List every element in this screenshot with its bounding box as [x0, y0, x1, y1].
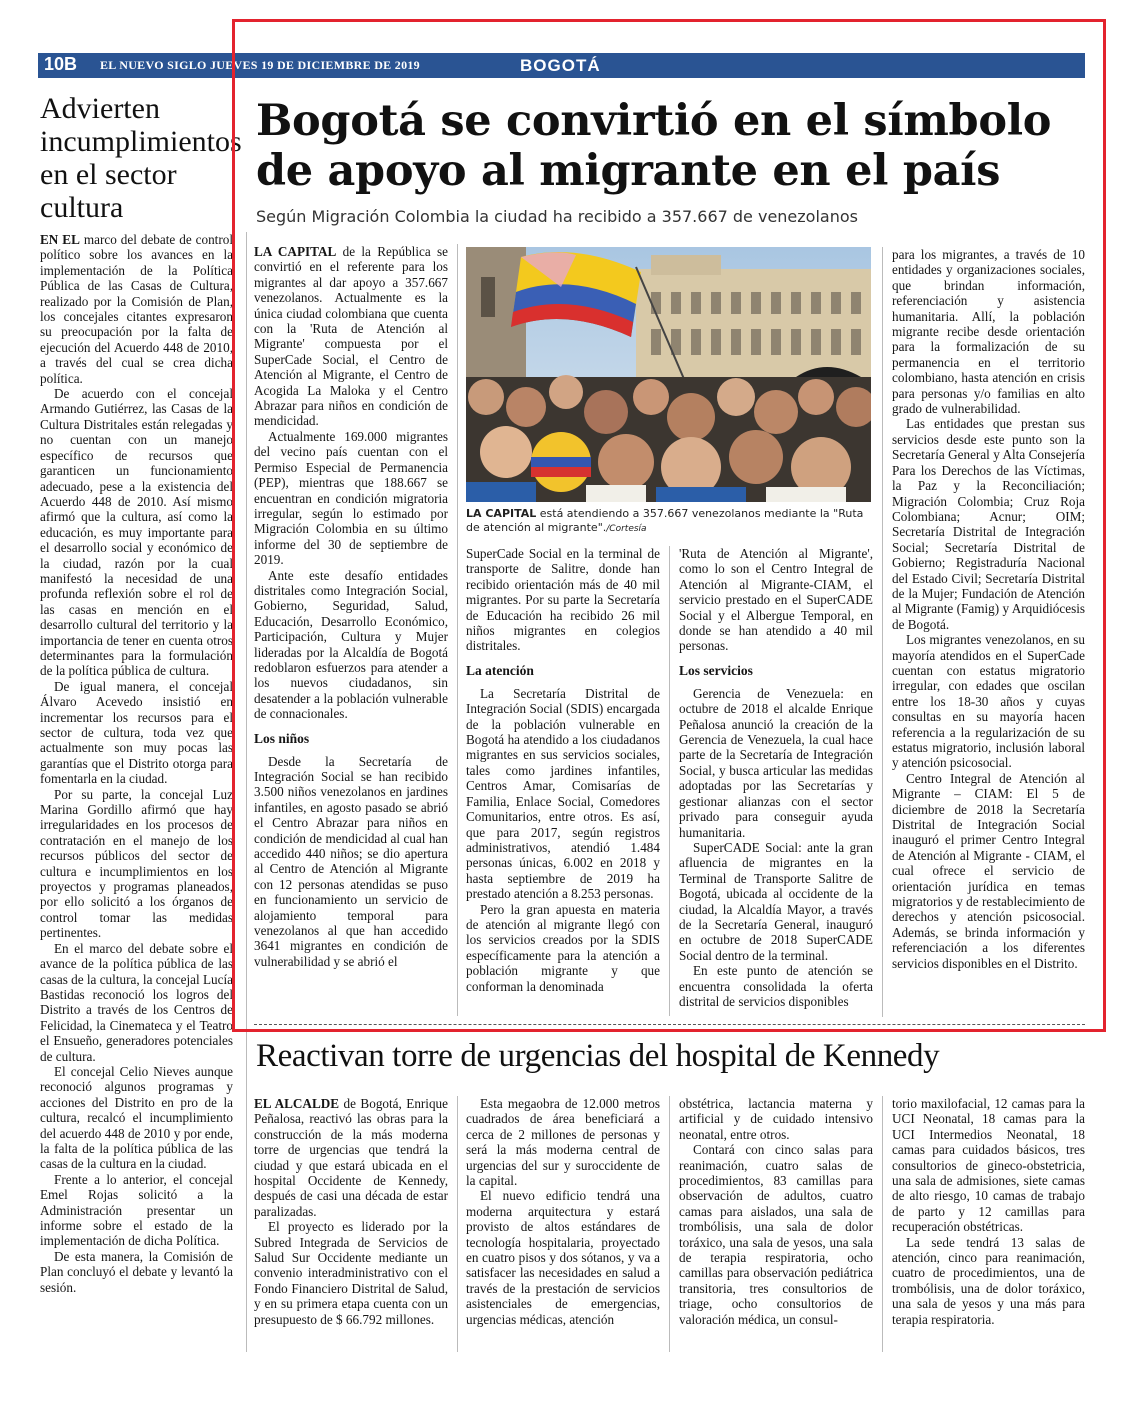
second-story-column-2 — [466, 1096, 660, 1352]
second-story-paragraph: La sede tendrá 13 salas de atención, cinco para reanimación, cuatro de procedimientos, una de trombólisis, una de dolor toráxico, una sala de yesos y una más para terapia respiratoria. — [892, 1234, 1085, 1327]
second-story-paragraph: El nuevo edificio tendrá una moderna arquitectura y estará provisto de altos estándares de tecnología hospitalaria, proyectado en cuatro pisos y dos sótanos, y va a satisfacer las necesidades en salud a través de la prestación de servicios asistenciales de emergencias, urgencias médicas, atención — [466, 1188, 660, 1327]
main-story-paragraph: Actualmente 169.000 migrantes del vecino país cuentan con el Permiso Especial de Permanencia (PEP), mientras que 188.667 se encuentran en condición migratoria irregular, según lo estimado por Migración Colombia en su último informe del 30 de septiembre de 2019. — [254, 428, 448, 568]
highlight-frame — [232, 19, 1106, 1032]
subhead-los-servicios: Los servicios — [679, 662, 753, 678]
main-subtitle: Según Migración Colombia la ciudad ha recibido a 357.667 de venezolanos — [256, 207, 858, 226]
second-story-paragraph: obstétrica, lactancia materna y artificial y de cuidado intensivo neonatal, entre otros. — [679, 1096, 873, 1142]
left-story-lead: EN EL — [40, 232, 80, 247]
subhead-la-atencion: La atención — [466, 662, 534, 678]
second-story-column-3 — [679, 1096, 873, 1352]
main-story-paragraph: Ante este desafío entidades distritales como Integración Social, Gobierno, Seguridad, Salud, Educación, Desarrollo Económico, Participación, Cultura y Mujer lideradas por la Alcaldía de Bogotá redoblaron esfuerzos para atender a los nuevos ciudadanos, sin desatender a la población vulnerable de connacionales. — [254, 567, 448, 722]
main-story-paragraph: 'Ruta de Atención al Migrante', como lo son el Centro Integral de Atención al Migrante-CIAM, el servicio prestado en el SuperCADE Social y el Albergue Temporal, en donde se han atendido a 40 mil personas. — [679, 546, 873, 654]
main-headline: Bogotá se convirtió en el símbolo de apoyo al migrante en el país — [256, 96, 1052, 196]
second-story-lead: EL ALCALDE — [254, 1096, 340, 1111]
main-story-paragraph: En este punto de atención se encuentra consolidada la oferta distrital de servicios disponibles — [679, 963, 873, 1009]
second-story-headline: Reactivan torre de urgencias del hospital de Kennedy — [256, 1038, 940, 1074]
left-story-paragraph: De igual manera, el concejal Álvaro Acevedo insistió en incrementar los recursos para el sector de cultura, toda vez que actualmente son muy pocas las garantías que el Distrito otorga para fomentarla en la ciudad. — [40, 678, 233, 787]
main-story-paragraph: La Secretaría Distrital de Integración Social (SDIS) encargada de la población vulnerable en Bogotá ha atendido a los ciudadanos migrantes en sus servicios sociales, tales como jardines infantiles, Centros Amar, Comisarías de Familia, Enlace Social, Comedores Comunitarios, entre otros. Es así, que para 2017, según registros administrativos, atendió 1.484 personas únicas, 6.002 en 2018 y hasta septiembre de 2019 ha prestado atención a 8.253 personas. — [466, 685, 660, 902]
left-story-body — [40, 232, 233, 1350]
main-story-paragraph: SuperCADE Social: ante la gran afluencia de migrantes en la Terminal de Transporte Salitre de Bogotá, ubicada al occidente de la ciudad, la Alcaldía Mayor, a través de la Secretaría General, inauguró en octubre de 2018 SuperCADE Social dentro de la terminal. — [679, 839, 873, 963]
main-story-paragraph: SuperCade Social en la terminal de transporte de Salitre, donde han recibido orientación más de 40 mil migrantes. Por su parte la Secretaría de Educación ha recibido 26 mil niños migrantes en colegios distritales. — [466, 546, 660, 654]
caption-lead: LA CAPITAL — [466, 507, 537, 520]
column-rule — [882, 1096, 883, 1352]
second-story-column-1 — [254, 1096, 448, 1352]
second-story-paragraph: El proyecto es liderado por la Subred Integrada de Servicios de Salud Sur Occidente mediante un convenio interadministrativo con el Fondo Financiero Distrital de Salud, y en su primera etapa cuenta con un presupuesto de $ 66.792 millones. — [254, 1219, 448, 1327]
second-story-paragraph: Esta megaobra de 12.000 metros cuadrados de área beneficiará a cerca de 2 millones de personas y será la más moderna central de urgencias del sur y suroccidente de la capital. — [466, 1096, 660, 1189]
left-story-paragraph: El concejal Celio Nieves aunque reconoció algunos programas y acciones del Distrito en pro de la cultura, recalcó el incumplimiento del acuerdo 448 de 2010 y por ende, la falta de la política pública de las casas de la cultura en la ciudad. — [40, 1063, 233, 1172]
main-story-paragraph: Desde la Secretaría de Integración Social se han recibido 3.500 niños venezolanos en jardines infantiles, en agosto pasado se abrió el Centro Abrazar para niños en condición de mendicidad al cual han accedido 440 niños; se dio apertura al Centro de Atención al Migrante con 12 personas atendidas se puso en funcionamiento un servicio de alojamiento temporal para venezolanos al que han accedido 3641 migrantes en condición de vulnerabilidad y se abrió el — [254, 753, 448, 969]
second-story-column-4 — [892, 1096, 1085, 1352]
left-story-paragraph: En el marco del debate sobre el avance de la política pública de las casas de la cultura, la concejal Lucía Bastidas reconoció los logros del Distrito a través de los Centros de Felicidad, la Cinemateca y el Teatro el Ensueño, generadores potenciales de cultura. — [40, 940, 233, 1064]
subhead-los-ninos: Los niños — [254, 730, 310, 746]
main-story-paragraph: Las entidades que prestan sus servicios desde este punto son la Secretaría General y Alta Consejería Para los Derechos de las Víctimas, la Paz y la Reconciliación; Migración Colombia; Cruz Roja Colombiana; Acnur; OIM; Secretaría Distrital de Integración Social; Secretaría Distrital de Gobierno; Registraduría Nacional del Estado Civil; Secretaría Distrital de la Mujer; Fundación de Atención al Migrante (Famig) y Arquidiócesis de Bogotá. — [892, 416, 1085, 632]
main-story-paragraph: Pero la gran apuesta en materia de atención al migrante llegó con los servicios creados por la SDIS específicamente para la atención a población migrante y que conforman la denominada — [466, 901, 660, 994]
main-story-paragraph: Los migrantes venezolanos, en su mayoría atendidos en el SuperCade cuentan con estatus migratorio irregular, con edades que oscilan entre los 18-30 años y cuyas consultas en su mayoría hacen referencia a la regularización de su estatus migratorio, inclusión laboral y atención psicosocial. — [892, 632, 1085, 771]
caption-text: está atendiendo a 357.667 venezolanos mediante la "Ruta de atención al migrante". — [466, 507, 864, 534]
main-story-paragraph: Centro Integral de Atención al Migrante – CIAM: El 5 de diciembre de 2018 la Secretaría Distrital de Integración Social inauguró el primer Centro Integral de Atención al Migrante - CIAM, el cual ofrece el servicio de orientación jurídica en temas migratorios y de restablecimiento de derechos y atención psicosocial. Además, se brinda información y referenciación a los diferentes servicios disponibles en el Distrito. — [892, 770, 1085, 971]
second-story-paragraph: Contará con cinco salas para reanimación, cuatro salas de procedimientos, 83 camillas para observación de adultos, cuatro camas para aislados, una sala de trombólisis, una sala de dolor toráxico, una sala de yesos, una sala de terapia respiratoria, ocho camillas para observación pediátrica transitoria, tres consultorios de triage, ocho consultorios de valoración médica, un consul- — [679, 1142, 873, 1327]
main-story-lead: LA CAPITAL — [254, 244, 337, 259]
left-story-paragraph: Frente a lo anterior, el concejal Emel Rojas solicitó a la Administración presentar un informe sobre el estado de la implementación de dicha Política. — [40, 1171, 233, 1249]
left-story-paragraph: De esta manera, la Comisión de Plan concluyó el debate y levantó la sesión. — [40, 1248, 233, 1295]
left-story-headline: Advierten incumplimientos en el sector cultura — [40, 92, 242, 224]
main-story-paragraph: LA CAPITAL de la República se convirtió en el referente para los migrantes al dar apoyo a 357.667 venezolanos. Actualmente es la única ciudad colombiana que cuenta con la 'Ruta de Atención al Migrante' compuesta por el SuperCade Social, el Centro de Atención al Migrante, el Centro de Acogida La Maloka y el Centro Abrazar para niños en condición de mendicidad. — [254, 244, 448, 429]
left-story-paragraph: Por su parte, la concejal Luz Marina Gordillo afirmó que hay irregularidades en los procesos de contratación en el manejo de los recursos públicos del sector de cultura e incumplimientos en los proyectos y programas planeados, por ello solicitó a los órganos de control tomar las medidas pertinentes. — [40, 786, 233, 941]
column-rule — [457, 1096, 458, 1352]
second-story-paragraph: EL ALCALDE de Bogotá, Enrique Peñalosa, reactivó las obras para la construcción de la más moderna torre de urgencias que tendrá la ciudad y que estará ubicada en el hospital Occidente de Kennedy, después de casi una década de estar paralizadas. — [254, 1096, 448, 1219]
photo-credit: /Cortesía — [606, 524, 647, 534]
section-name: BOGOTÁ — [520, 56, 601, 75]
masthead-date: EL NUEVO SIGLO JUEVES 19 DE DICIEMBRE DE 2019 — [100, 58, 420, 72]
column-rule — [669, 1096, 670, 1352]
left-story-paragraph: De acuerdo con el concejal Armando Gutiérrez, las Casas de la Cultura Distritales están relegadas y no cuentan con un manejo específico de recursos que garanticen un funcionamiento adecuado, pese a la existencia del Acuerdo 448 de 2010. Así mismo afirmó que la cultura, así como la educación, es muy importante para el desarrollo social y económico de la ciudad, razón por la cual manifestó la necesidad de una profunda reflexión sobre el rol de las casas en mención en el desarrollo cultural del territorio y la importancia de tener en cuenta otros determinantes para la formulación de la política pública de cultura. — [40, 386, 233, 679]
main-story-paragraph: para los migrantes, a través de 10 entidades y organizaciones sociales, que brindan información, referenciación y asistencia humanitaria. Allí, la población migrante recibe desde orientación para la formalización de su permanencia en el territorio colombiano, hasta atención en crisis para personas y/o familias en alto grado de vulnerabilidad. — [892, 247, 1085, 417]
second-story-paragraph: torio maxilofacial, 12 camas para la UCI Neonatal, 18 camas para la UCI Intermedios Neonatal, 18 camas para cuidados básicos, tres consultorios de gineco-obstetricia, una sala de admisiones, siete camas de alto riesgo, 10 camas de trabajo de parto y 12 camillas para recuperación obstétricas. — [892, 1096, 1085, 1235]
main-story-paragraph: Gerencia de Venezuela: en octubre de 2018 el alcalde Enrique Peñalosa anunció la creación de la Gerencia de Venezuela, la cual hace parte de la Secretaría de Integración Social, y busca articular las medidas adoptadas por las Secretarías y gestionar alianzas con el sector privado para conseguir ayuda humanitaria. — [679, 685, 873, 840]
left-story-paragraph: EN EL marco del debate de control político sobre los avances en la implementación de la Política Pública de las Casas de Cultura, realizado por la Comisión de Plan, los concejales citantes expresaron su preocupación por la falta de ejecución del Acuerdo 448 de 2010, a través del cual se crea dicha política. — [40, 232, 233, 386]
page-number: 10B — [44, 54, 78, 74]
